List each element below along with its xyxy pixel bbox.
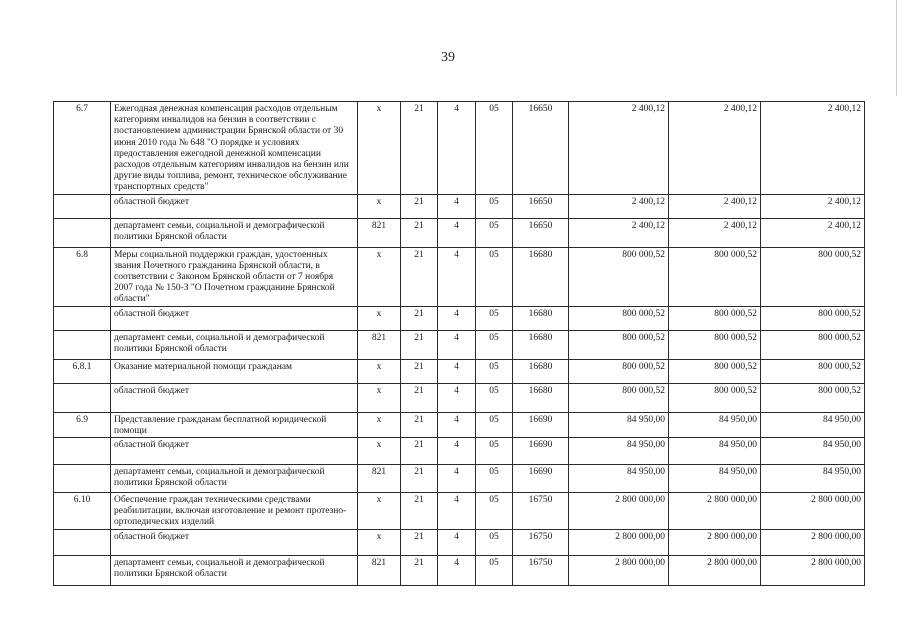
code-cell-3: 4 [438,247,476,306]
item-number-cell: 6.10 [54,493,111,530]
item-number-cell [54,530,111,556]
admin-code-cell: х [358,247,401,306]
code-cell-5: 16650 [513,102,569,195]
admin-code-cell: х [358,359,401,383]
amount-cell-3: 800 000,52 [761,359,865,383]
item-number-cell [54,218,111,247]
item-number-cell [54,465,111,493]
code-cell-2: 21 [401,102,438,195]
table-row [54,306,865,330]
code-cell-5: 16650 [513,218,569,247]
item-description-cell: Представление гражданам бесплатной юридической помощи [111,412,358,437]
item-description-cell: департамент семьи, социальной и демографической политики Брянской области [111,465,358,493]
amount-cell-1: 84 950,00 [569,465,669,493]
code-cell-2: 21 [401,330,438,359]
code-cell-3: 4 [438,218,476,247]
code-cell-3: 4 [438,359,476,383]
item-description-cell: Обеспечение граждан техническими средствами реабилитации, включая изготовление и ремонт протезно-ортопедических изделий [111,493,358,530]
code-cell-5: 16680 [513,383,569,412]
amount-cell-3: 84 950,00 [761,438,865,465]
code-cell-4: 05 [476,102,513,195]
amount-cell-2: 2 800 000,00 [669,493,761,530]
amount-cell-2: 2 400,12 [669,194,761,218]
code-cell-5: 16690 [513,412,569,437]
amount-cell-2: 2 400,12 [669,218,761,247]
code-cell-3: 4 [438,102,476,195]
amount-cell-3: 800 000,52 [761,247,865,306]
amount-cell-2: 800 000,52 [669,383,761,412]
code-cell-3: 4 [438,530,476,556]
code-cell-2: 21 [401,359,438,383]
amount-cell-2: 800 000,52 [669,247,761,306]
amount-cell-3: 2 400,12 [761,102,865,195]
amount-cell-2: 84 950,00 [669,465,761,493]
item-description-cell: департамент семьи, социальной и демографической политики Брянской области [111,330,358,359]
item-description-cell: областной бюджет [111,530,358,556]
admin-code-cell: х [358,194,401,218]
item-description-cell: областной бюджет [111,306,358,330]
code-cell-4: 05 [476,359,513,383]
code-cell-3: 4 [438,438,476,465]
code-cell-2: 21 [401,412,438,437]
item-description-cell: Меры социальной поддержки граждан, удостоенных звания Почетного гражданина Брянской области, в соответствии с Законом Брянской области от 7 ноября 2007 года № 150-З "О Почетном гражданине Брянской области" [111,247,358,306]
amount-cell-1: 2 800 000,00 [569,530,669,556]
code-cell-4: 05 [476,530,513,556]
scan-edge-line [896,0,897,96]
table-row [54,465,865,493]
code-cell-4: 05 [476,247,513,306]
code-cell-4: 05 [476,330,513,359]
code-cell-2: 21 [401,247,438,306]
admin-code-cell: х [358,412,401,437]
admin-code-cell: 821 [358,556,401,586]
amount-cell-3: 2 400,12 [761,194,865,218]
amount-cell-3: 2 800 000,00 [761,493,865,530]
table-row [54,218,865,247]
amount-cell-3: 800 000,52 [761,330,865,359]
item-number-cell [54,330,111,359]
item-number-cell [54,383,111,412]
table-row [54,194,865,218]
code-cell-2: 21 [401,556,438,586]
code-cell-5: 16750 [513,530,569,556]
amount-cell-1: 2 800 000,00 [569,556,669,586]
admin-code-cell: 821 [358,218,401,247]
amount-cell-3: 800 000,52 [761,383,865,412]
item-description-cell: Ежегодная денежная компенсация расходов отдельным категориям инвалидов на бензин в соответствии с постановлением администрации Брянской области от 30 июня 2010 года № 648 "О порядке и условиях предоставления ежегодной денежной компенсации расходов отдельным категориям инвалидов на бензин или другие виды топлива, ремонт, техническое обслуживание транспортных средств" [111,102,358,195]
table-row [54,412,865,437]
code-cell-4: 05 [476,306,513,330]
code-cell-3: 4 [438,493,476,530]
table-row [54,102,865,195]
item-number-cell [54,438,111,465]
amount-cell-3: 800 000,52 [761,306,865,330]
amount-cell-3: 84 950,00 [761,465,865,493]
table-row [54,530,865,556]
amount-cell-1: 84 950,00 [569,438,669,465]
code-cell-5: 16680 [513,306,569,330]
admin-code-cell: х [358,493,401,530]
table-row [54,556,865,586]
item-description-cell: областной бюджет [111,194,358,218]
admin-code-cell: х [358,383,401,412]
code-cell-2: 21 [401,218,438,247]
code-cell-5: 16750 [513,493,569,530]
amount-cell-3: 84 950,00 [761,412,865,437]
amount-cell-1: 800 000,52 [569,359,669,383]
code-cell-2: 21 [401,383,438,412]
admin-code-cell: х [358,438,401,465]
amount-cell-1: 2 400,12 [569,218,669,247]
amount-cell-2: 2 800 000,00 [669,556,761,586]
table-body [54,102,865,586]
code-cell-4: 05 [476,493,513,530]
admin-code-cell: х [358,530,401,556]
code-cell-3: 4 [438,330,476,359]
code-cell-2: 21 [401,438,438,465]
item-number-cell [54,306,111,330]
amount-cell-1: 800 000,52 [569,330,669,359]
code-cell-3: 4 [438,383,476,412]
code-cell-3: 4 [438,412,476,437]
table-row [54,383,865,412]
code-cell-5: 16680 [513,247,569,306]
code-cell-5: 16680 [513,359,569,383]
table-row [54,330,865,359]
table-row [54,493,865,530]
admin-code-cell: х [358,306,401,330]
code-cell-5: 16650 [513,194,569,218]
item-description-cell: Оказание материальной помощи гражданам [111,359,358,383]
amount-cell-2: 2 800 000,00 [669,530,761,556]
admin-code-cell: х [358,102,401,195]
code-cell-3: 4 [438,194,476,218]
code-cell-4: 05 [476,465,513,493]
code-cell-4: 05 [476,412,513,437]
item-description-cell: областной бюджет [111,438,358,465]
budget-table [53,101,865,586]
amount-cell-1: 800 000,52 [569,247,669,306]
code-cell-4: 05 [476,218,513,247]
amount-cell-3: 2 800 000,00 [761,530,865,556]
code-cell-5: 16690 [513,465,569,493]
item-number-cell: 6.9 [54,412,111,437]
amount-cell-3: 2 800 000,00 [761,556,865,586]
amount-cell-2: 84 950,00 [669,438,761,465]
amount-cell-1: 800 000,52 [569,306,669,330]
table-row [54,438,865,465]
amount-cell-1: 800 000,52 [569,383,669,412]
item-description-cell: областной бюджет [111,383,358,412]
item-description-cell: департамент семьи, социальной и демографической политики Брянской области [111,556,358,586]
code-cell-2: 21 [401,465,438,493]
code-cell-5: 16750 [513,556,569,586]
code-cell-2: 21 [401,194,438,218]
table-row [54,247,865,306]
amount-cell-2: 800 000,52 [669,330,761,359]
code-cell-4: 05 [476,194,513,218]
code-cell-2: 21 [401,493,438,530]
amount-cell-1: 2 400,12 [569,194,669,218]
amount-cell-1: 2 800 000,00 [569,493,669,530]
amount-cell-1: 2 400,12 [569,102,669,195]
code-cell-5: 16690 [513,438,569,465]
code-cell-3: 4 [438,306,476,330]
code-cell-2: 21 [401,306,438,330]
item-number-cell [54,556,111,586]
page-number: 39 [441,50,455,65]
item-description-cell: департамент семьи, социальной и демографической политики Брянской области [111,218,358,247]
item-number-cell: 6.7 [54,102,111,195]
admin-code-cell: 821 [358,330,401,359]
code-cell-5: 16680 [513,330,569,359]
amount-cell-2: 2 400,12 [669,102,761,195]
amount-cell-2: 800 000,52 [669,359,761,383]
code-cell-4: 05 [476,438,513,465]
amount-cell-1: 84 950,00 [569,412,669,437]
code-cell-3: 4 [438,465,476,493]
code-cell-4: 05 [476,556,513,586]
admin-code-cell: 821 [358,465,401,493]
amount-cell-2: 84 950,00 [669,412,761,437]
table-row [54,359,865,383]
amount-cell-2: 800 000,52 [669,306,761,330]
amount-cell-3: 2 400,12 [761,218,865,247]
code-cell-2: 21 [401,530,438,556]
item-number-cell [54,194,111,218]
item-number-cell: 6.8 [54,247,111,306]
code-cell-4: 05 [476,383,513,412]
item-number-cell: 6.8.1 [54,359,111,383]
code-cell-3: 4 [438,556,476,586]
